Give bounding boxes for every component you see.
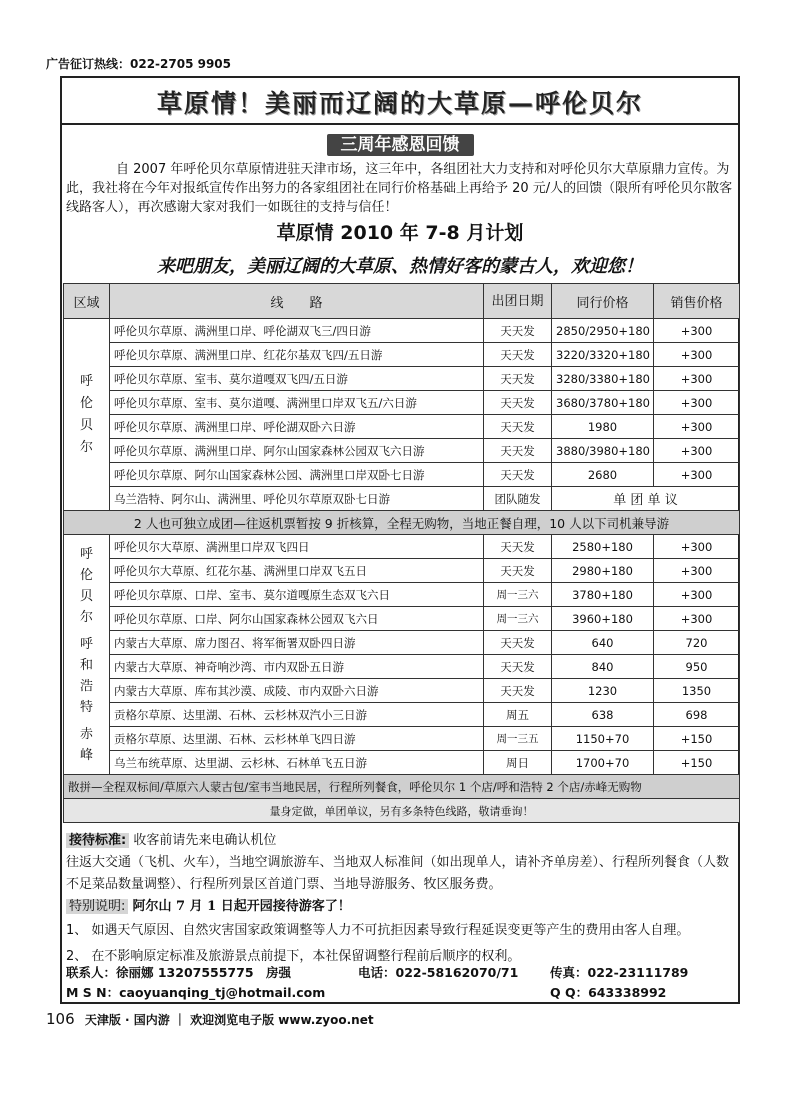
- contact-qq: Q Q：643338992: [550, 985, 667, 1000]
- region-char: 伦: [79, 395, 93, 411]
- notice-row: [64, 799, 740, 823]
- notice-cell: 2 人也可独立成团—往返机票暂按 9 折核算，全程无购物，当地正餐自理，10 人以下司机兼导游: [64, 511, 740, 535]
- intro-text: 自 2007 年呼伦贝尔草原情进驻天津市场，这三年中，各组团社大力支持和对呼伦贝尔大草原鼎力宣传。为此，我社将在今年对报纸宣传作出努力的各家组团社在同行价格基础上再给予 20 元/人的回馈（限所有呼伦贝尔散客线路客人），再次感谢大家对我们一如既往的支持与信任！: [66, 162, 733, 215]
- route-cell: 呼伦贝尔草原、满洲里口岸、呼伦湖双飞三/四日游: [110, 319, 484, 343]
- special-label: 特别说明:: [66, 899, 128, 914]
- page-footer: [46, 1010, 374, 1028]
- date-cell: 周一三六: [484, 607, 552, 631]
- sale-price-cell: +300: [654, 607, 740, 631]
- region-char: 贝: [79, 417, 93, 433]
- peer-price-cell: 3680/3780+180: [552, 391, 654, 415]
- peer-price-cell: 638: [552, 703, 654, 727]
- table-row: [64, 367, 740, 391]
- plan-title: 草原情 2010 年 7-8 月计划: [276, 222, 524, 244]
- table-row: [64, 703, 740, 727]
- notice-cell-custom: 量身定做，单团单议，另有多条特色线路，敬请垂询！: [64, 799, 740, 823]
- date-cell: 天天发: [484, 415, 552, 439]
- sale-price-cell: +300: [654, 319, 740, 343]
- peer-price-cell: 1980: [552, 415, 654, 439]
- contact-block: [66, 963, 734, 1003]
- route-cell: 呼伦贝尔草原、满洲里口岸、红花尔基双飞四/五日游: [110, 343, 484, 367]
- table-row: [64, 487, 740, 511]
- route-cell: 内蒙古大草原、席力图召、将军衙署双卧四日游: [110, 631, 484, 655]
- standard-label: 接待标准:: [66, 833, 129, 848]
- peer-price-cell: 3880/3980+180: [552, 439, 654, 463]
- date-cell: 天天发: [484, 679, 552, 703]
- peer-price-cell: 1230: [552, 679, 654, 703]
- peer-price-cell: 1150+70: [552, 727, 654, 751]
- table-row: [64, 679, 740, 703]
- date-cell: 团队随发: [484, 487, 552, 511]
- sale-price-cell: +300: [654, 415, 740, 439]
- footer-text: 天津版 · 国内游 ｜ 欢迎浏览电子版 www.zyoo.net: [84, 1013, 374, 1027]
- note-2: 2、 在不影响原定标准及旅游景点前提下，本社保留调整行程前后顺序的权利。: [66, 949, 521, 964]
- table-row: [64, 463, 740, 487]
- table-row: [64, 535, 740, 559]
- table-row: [64, 559, 740, 583]
- date-cell: 周五: [484, 703, 552, 727]
- sale-price-cell: +300: [654, 559, 740, 583]
- peer-price-cell: 2850/2950+180: [552, 319, 654, 343]
- sale-price-cell: +300: [654, 463, 740, 487]
- region-char: 呼: [79, 373, 93, 389]
- date-cell: 天天发: [484, 535, 552, 559]
- table-row: [64, 751, 740, 775]
- sale-price-cell: 1350: [654, 679, 740, 703]
- region-char: 贝: [79, 588, 93, 604]
- date-cell: 天天发: [484, 319, 552, 343]
- page-number: 106: [46, 1010, 75, 1028]
- sale-price-cell: +300: [654, 391, 740, 415]
- sale-price-cell: +300: [654, 583, 740, 607]
- date-cell: 周一三五: [484, 727, 552, 751]
- table-row: [64, 439, 740, 463]
- date-cell: 天天发: [484, 391, 552, 415]
- route-cell: 呼伦贝尔草原、满洲里口岸、阿尔山国家森林公园双飞六日游: [110, 439, 484, 463]
- notice-row: [64, 511, 740, 535]
- sale-price-cell: +150: [654, 727, 740, 751]
- contact-row-2: [66, 983, 734, 1003]
- header-sale-price: 销售价格: [654, 284, 740, 319]
- region-char: 呼: [79, 546, 93, 562]
- route-cell: 呼伦贝尔草原、阿尔山国家森林公园、满洲里口岸双卧七日游: [110, 463, 484, 487]
- title-divider: [62, 123, 738, 125]
- contact-person: 联系人：徐丽娜 13207555775 房强: [66, 965, 292, 980]
- special-note: [66, 896, 734, 918]
- peer-price-cell: 840: [552, 655, 654, 679]
- table-header-row: [64, 284, 740, 319]
- notice-row: [64, 775, 740, 799]
- header-route: 线 路: [110, 284, 484, 319]
- region-char: 赤: [79, 726, 93, 742]
- sale-price-cell: +300: [654, 343, 740, 367]
- region-char: 伦: [79, 567, 93, 583]
- route-table-body: [64, 319, 740, 823]
- sale-price-cell: 720: [654, 631, 740, 655]
- contact-msn: M S N：caoyuanqing_tj@hotmail.com: [66, 985, 326, 1000]
- route-cell: 贡格尔草原、达里湖、石林、云杉林单飞四日游: [110, 727, 484, 751]
- date-cell: 天天发: [484, 655, 552, 679]
- region-cell-hulunbuir: [64, 319, 110, 511]
- region-char: 特: [79, 699, 93, 715]
- date-cell: 天天发: [484, 367, 552, 391]
- region-char: 尔: [79, 609, 93, 625]
- peer-price-cell: 3220/3320+180: [552, 343, 654, 367]
- date-cell: 天天发: [484, 463, 552, 487]
- route-cell: 乌兰布统草原、达里湖、云杉林、石林单飞五日游: [110, 751, 484, 775]
- route-cell: 呼伦贝尔草原、室韦、莫尔道嘎、满洲里口岸双飞五/六日游: [110, 391, 484, 415]
- table-row: [64, 607, 740, 631]
- table-row: [64, 415, 740, 439]
- region-char: 浩: [79, 678, 93, 694]
- peer-price-cell: 2680: [552, 463, 654, 487]
- subtitle-label: 三周年感恩回馈: [327, 134, 474, 156]
- header-region: 区域: [64, 284, 110, 319]
- peer-price-cell: 3960+180: [552, 607, 654, 631]
- date-cell: 天天发: [484, 343, 552, 367]
- date-cell: 天天发: [484, 631, 552, 655]
- table-row: [64, 655, 740, 679]
- sale-price-cell: +300: [654, 439, 740, 463]
- standard-heading: [66, 830, 734, 852]
- header-date: 出团日期: [484, 284, 552, 319]
- page-title: 草原情！美丽而辽阔的大草原—呼伦贝尔: [156, 89, 643, 118]
- intro-paragraph: [66, 160, 734, 217]
- route-cell: 呼伦贝尔草原、满洲里口岸、呼伦湖双卧六日游: [110, 415, 484, 439]
- contact-fax: 传真：022-23111789: [550, 965, 689, 980]
- peer-price-cell: 3780+180: [552, 583, 654, 607]
- peer-price-cell: 2980+180: [552, 559, 654, 583]
- table-row: [64, 631, 740, 655]
- merged-price-cell: 单 团 单 议: [552, 487, 740, 511]
- sale-price-cell: 698: [654, 703, 740, 727]
- peer-price-cell: 3280/3380+180: [552, 367, 654, 391]
- contact-phone: 电话：022-58162070/71: [358, 965, 519, 980]
- route-table: [63, 283, 740, 823]
- route-cell: 呼伦贝尔大草原、满洲里口岸双飞四日: [110, 535, 484, 559]
- region-char: 峰: [79, 747, 93, 763]
- date-cell: 天天发: [484, 559, 552, 583]
- peer-price-cell: 2580+180: [552, 535, 654, 559]
- table-row: [64, 343, 740, 367]
- route-cell: 呼伦贝尔草原、室韦、莫尔道嘎双飞四/五日游: [110, 367, 484, 391]
- special-text: 阿尔山 7 月 1 日起开园接待游客了！: [132, 899, 351, 914]
- subtitle: [62, 130, 738, 155]
- sale-price-cell: +150: [654, 751, 740, 775]
- slogan: 来吧朋友，美丽辽阔的大草原、热情好客的蒙古人，欢迎您！: [157, 256, 643, 277]
- standard-body: 往返大交通（飞机、火车），当地空调旅游车、当地双人标准间（如出现单人，请补齐单房差）、行程所列餐食（人数不足菜品数量调整）、行程所列景区首道门票、当地导游服务、牧区服务费。: [66, 855, 730, 892]
- sale-price-cell: +300: [654, 367, 740, 391]
- date-cell: 周日: [484, 751, 552, 775]
- sale-price-cell: 950: [654, 655, 740, 679]
- note-1: 1、 如遇天气原因、自然灾害国家政策调整等人力不可抗拒因素导致行程延误变更等产生的费用由客人自理。: [66, 923, 690, 938]
- ad-hotline: 广告征订热线：022-2705 9905: [46, 57, 232, 71]
- table-row: [64, 391, 740, 415]
- contact-row-1: [66, 963, 734, 983]
- table-row: [64, 583, 740, 607]
- region-char: 尔: [79, 439, 93, 455]
- sale-price-cell: +300: [654, 535, 740, 559]
- route-cell: 内蒙古大草原、神奇响沙湾、市内双卧五日游: [110, 655, 484, 679]
- route-cell: 呼伦贝尔大草原、红花尔基、满洲里口岸双飞五日: [110, 559, 484, 583]
- peer-price-cell: 640: [552, 631, 654, 655]
- date-cell: 天天发: [484, 439, 552, 463]
- service-standard: [66, 830, 734, 968]
- route-cell: 呼伦贝尔草原、口岸、室韦、莫尔道嘎原生态双飞六日: [110, 583, 484, 607]
- table-row: [64, 319, 740, 343]
- peer-price-cell: 1700+70: [552, 751, 654, 775]
- region-cell-hulunbuir-hohhot-chifeng: [64, 535, 110, 775]
- route-cell: 呼伦贝尔草原、口岸、阿尔山国家森林公园双飞六日: [110, 607, 484, 631]
- route-cell: 内蒙古大草原、库布其沙漠、成陵、市内双卧六日游: [110, 679, 484, 703]
- region-char: 呼: [79, 636, 93, 652]
- route-cell: 乌兰浩特、阿尔山、满洲里、呼伦贝尔草原双卧七日游: [110, 487, 484, 511]
- standard-first-line: 收客前请先来电确认机位: [133, 833, 277, 848]
- table-row: [64, 727, 740, 751]
- region-char: 和: [79, 657, 93, 673]
- date-cell: 周一三六: [484, 583, 552, 607]
- notice-cell-shopping: 散拼—全程双标间/草原六人蒙古包/室韦当地民居，行程所列餐食，呼伦贝尔 1 个店/呼和浩特 2 个店/赤峰无购物: [64, 775, 740, 799]
- route-cell: 贡格尔草原、达里湖、石林、云杉林双汽小三日游: [110, 703, 484, 727]
- header-peer-price: 同行价格: [552, 284, 654, 319]
